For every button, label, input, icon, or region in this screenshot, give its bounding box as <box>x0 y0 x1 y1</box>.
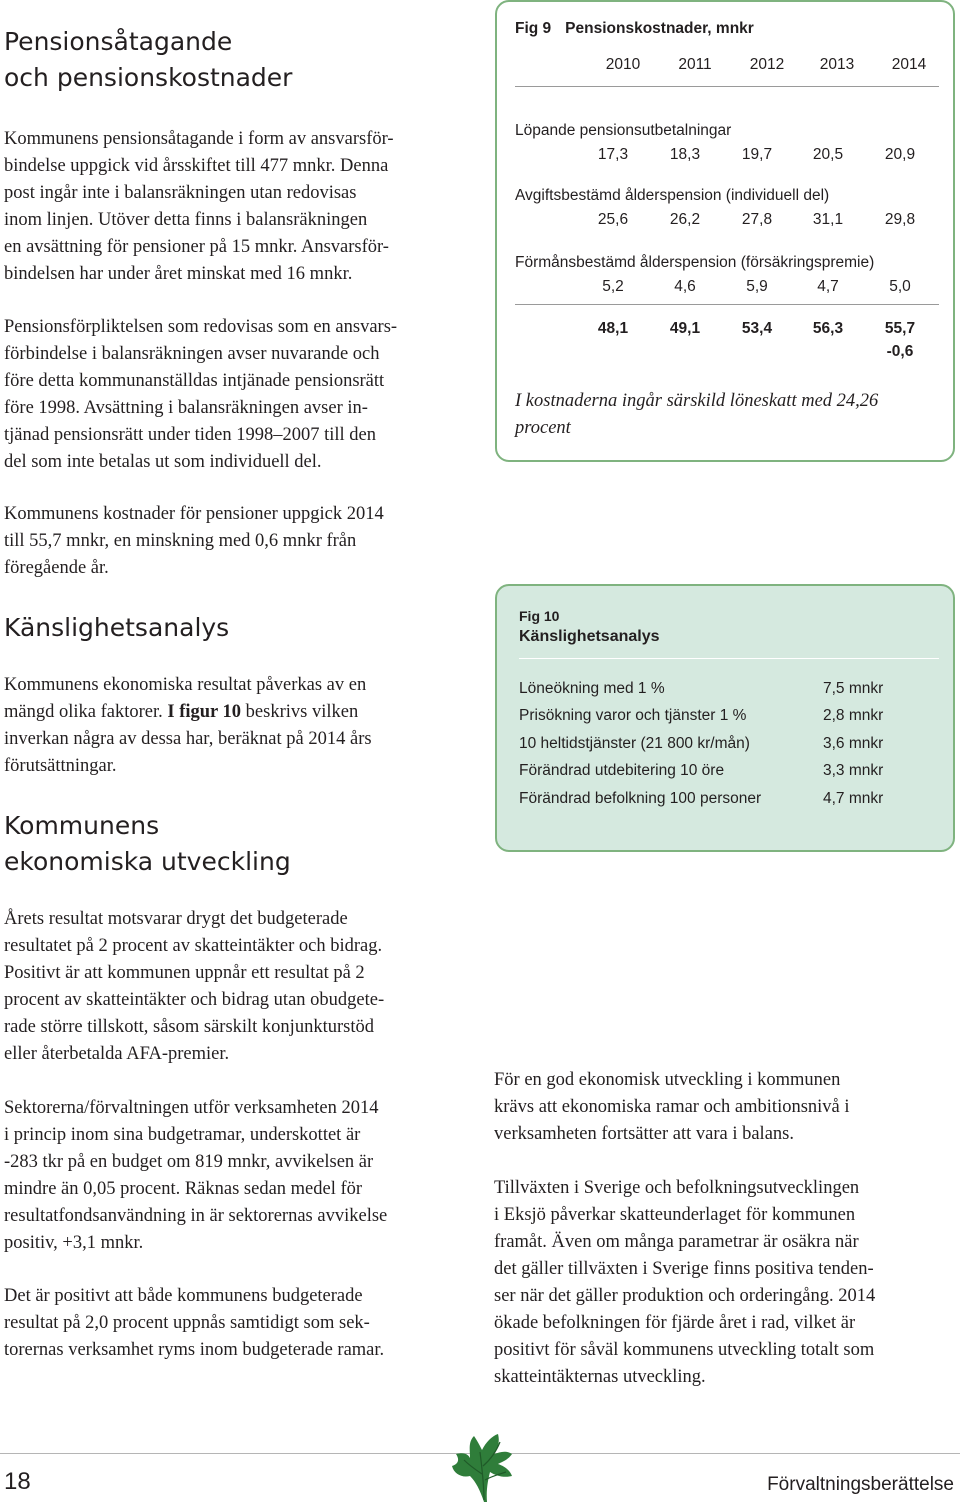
year-header: 2012 <box>749 56 785 73</box>
paragraph-budget: Det är positivt att både kommunens budgeterade resultat på 2,0 procent uppnås samtidigt som sek- torernas verksamhet ryms inom budgeterade ramar. <box>4 1286 385 1360</box>
row-label: Förmånsbestämd ålderspension (försäkringspremie) <box>515 254 875 271</box>
paragraph-growth: Tillväxten i Sverige och befolkningsutvecklingen i Eksjö påverkar skatteunderlaget för kommunen framåt. Även om många parametrar är osäkra när det gäller tillväxten i Sverige finns positiva tenden- ser när det gäller produktion och orderingång. 2014 ökade befolkningen för fjärde året i rad, vilket är positivt för såväl kommunens utveckling totalt som skatteintäkternas utveckling. <box>494 1178 876 1387</box>
table-cell: 26,2 <box>669 211 701 228</box>
divider <box>519 658 939 659</box>
heading-pensions: Pensionsåtagande och pensionskostnader <box>4 27 293 92</box>
year-header: 2011 <box>678 56 712 73</box>
sensitivity-value: 3,6 mnkr <box>823 735 884 752</box>
table-cell: 5,9 <box>746 278 768 295</box>
table-cell: 20,5 <box>812 146 844 163</box>
divider <box>515 86 939 87</box>
change-cell: -0,6 <box>886 343 914 360</box>
table-cell: 17,3 <box>597 146 629 163</box>
table-cell: 25,6 <box>597 211 629 228</box>
table-cell: 31,1 <box>812 211 844 228</box>
table-cell: 4,7 <box>817 278 839 295</box>
figure-9-title: Fig 9 Pensionskostnader, mnkr <box>515 20 754 37</box>
row-label: Löpande pensionsutbetalningar <box>515 122 732 139</box>
figure-9-pension-costs <box>495 0 955 462</box>
figure-10-number: Fig 10 <box>519 608 560 624</box>
total-cell: 55,7 <box>884 320 916 337</box>
sensitivity-label: 10 heltidstjänster (21 800 kr/mån) <box>519 735 750 752</box>
sensitivity-value: 7,5 mnkr <box>823 680 884 697</box>
sensitivity-value: 3,3 mnkr <box>823 762 884 779</box>
table-cell: 27,8 <box>741 211 773 228</box>
heading-economic-development: Kommunens ekonomiska utveckling <box>4 811 291 876</box>
divider <box>515 304 939 305</box>
paragraph-pensions-commitment: Kommunens pensionsåtagande i form av ansvarsför- bindelse uppgick vid årsskiftet till 477 mnkr. Denna post ingår inte i balansräkningen utan redovisas inom linjen. Utöver detta finns i balansräkningen en avsättning för pensioner på 15 mnkr. Ansvarsför- bindelsen har under året minskat med 16 mnkr. <box>4 129 394 284</box>
paragraph-pension-obligation: Pensionsförpliktelsen som redovisas som en ansvars- förbindelse i balansräkningen avser nuvarande och före detta kommunanställdas intjänade pensionsrätt före 1998. Avsättning i balansräkningen avser in- tjänad pensionsrätt under tiden 1998–2007 till den del som inte betalas ut som individuell del. <box>4 317 398 472</box>
figure-10-title: Känslighetsanalys <box>519 628 660 645</box>
total-cell: 48,1 <box>597 320 629 337</box>
paragraph-annual-result: Årets resultat motsvarar drygt det budgeterade resultatet på 2 procent av skatteintäkter och bidrag. Positivt är att kommunen uppnår ett resultat på 2 procent av skatteintäkter och bidrag utan obudgete- rade större tillskott, såsom särskilt konjunkturstöd eller återbetalda AFA-premier. <box>4 909 385 1064</box>
section-title: Förvaltningsberättelse <box>767 1474 954 1495</box>
paragraph-pension-costs: Kommunens kostnader för pensioner uppgick 2014 till 55,7 mnkr, en minskning med 0,6 mnkr från föregående år. <box>4 504 384 578</box>
row-label: Avgiftsbestämd ålderspension (individuell del) <box>515 187 830 204</box>
sensitivity-value: 4,7 mnkr <box>823 790 884 807</box>
total-cell: 53,4 <box>741 320 773 337</box>
figure-reference: I figur 10 <box>167 702 242 722</box>
heading-sensitivity: Känslighetsanalys <box>4 613 230 642</box>
sensitivity-label: Förändrad befolkning 100 personer <box>519 790 762 807</box>
total-cell: 49,1 <box>669 320 701 337</box>
paragraph-good-economy: För en god ekonomisk utveckling i kommunen krävs att ekonomiska ramar och ambitionsnivå i verksamheten fortsätter att vara i balans. <box>494 1070 850 1144</box>
oak-leaf-icon <box>440 1430 530 1504</box>
sensitivity-label: Prisökning varor och tjänster 1 % <box>519 707 747 724</box>
table-cell: 19,7 <box>741 146 773 163</box>
year-header: 2014 <box>891 56 927 73</box>
page-number: 18 <box>4 1468 31 1495</box>
year-header: 2013 <box>819 56 855 73</box>
figure-9-note: I kostnaderna ingår särskild löneskatt med 24,26 procent <box>515 391 879 438</box>
table-cell: 5,0 <box>889 278 911 295</box>
table-cell: 18,3 <box>669 146 701 163</box>
sensitivity-value: 2,8 mnkr <box>823 707 884 724</box>
sensitivity-label: Löneökning med 1 % <box>519 680 665 697</box>
table-cell: 5,2 <box>602 278 624 295</box>
table-cell: 4,6 <box>674 278 696 295</box>
figure-10-sensitivity <box>495 584 955 852</box>
paragraph-sensitivity: Kommunens ekonomiska resultat påverkas av en mängd olika faktorer. I figur 10 beskrivs vilken inverkan några av dessa har, beräknat på 2014 års förutsättningar. <box>4 675 372 776</box>
table-cell: 29,8 <box>884 211 916 228</box>
table-cell: 20,9 <box>884 146 916 163</box>
total-cell: 56,3 <box>812 320 844 337</box>
paragraph-sectors: Sektorerna/förvaltningen utför verksamheten 2014 i princip inom sina budgetramar, underskottet är -283 tkr på en budget om 819 mnkr, avvikelsen är mindre än 0,05 procent. Räknas sedan medel för resultatfondsanvändning in är sektorernas avvikelse positiv, +3,1 mnkr. <box>4 1098 388 1253</box>
sensitivity-label: Förändrad utdebitering 10 öre <box>519 762 725 779</box>
year-header: 2010 <box>605 56 641 73</box>
